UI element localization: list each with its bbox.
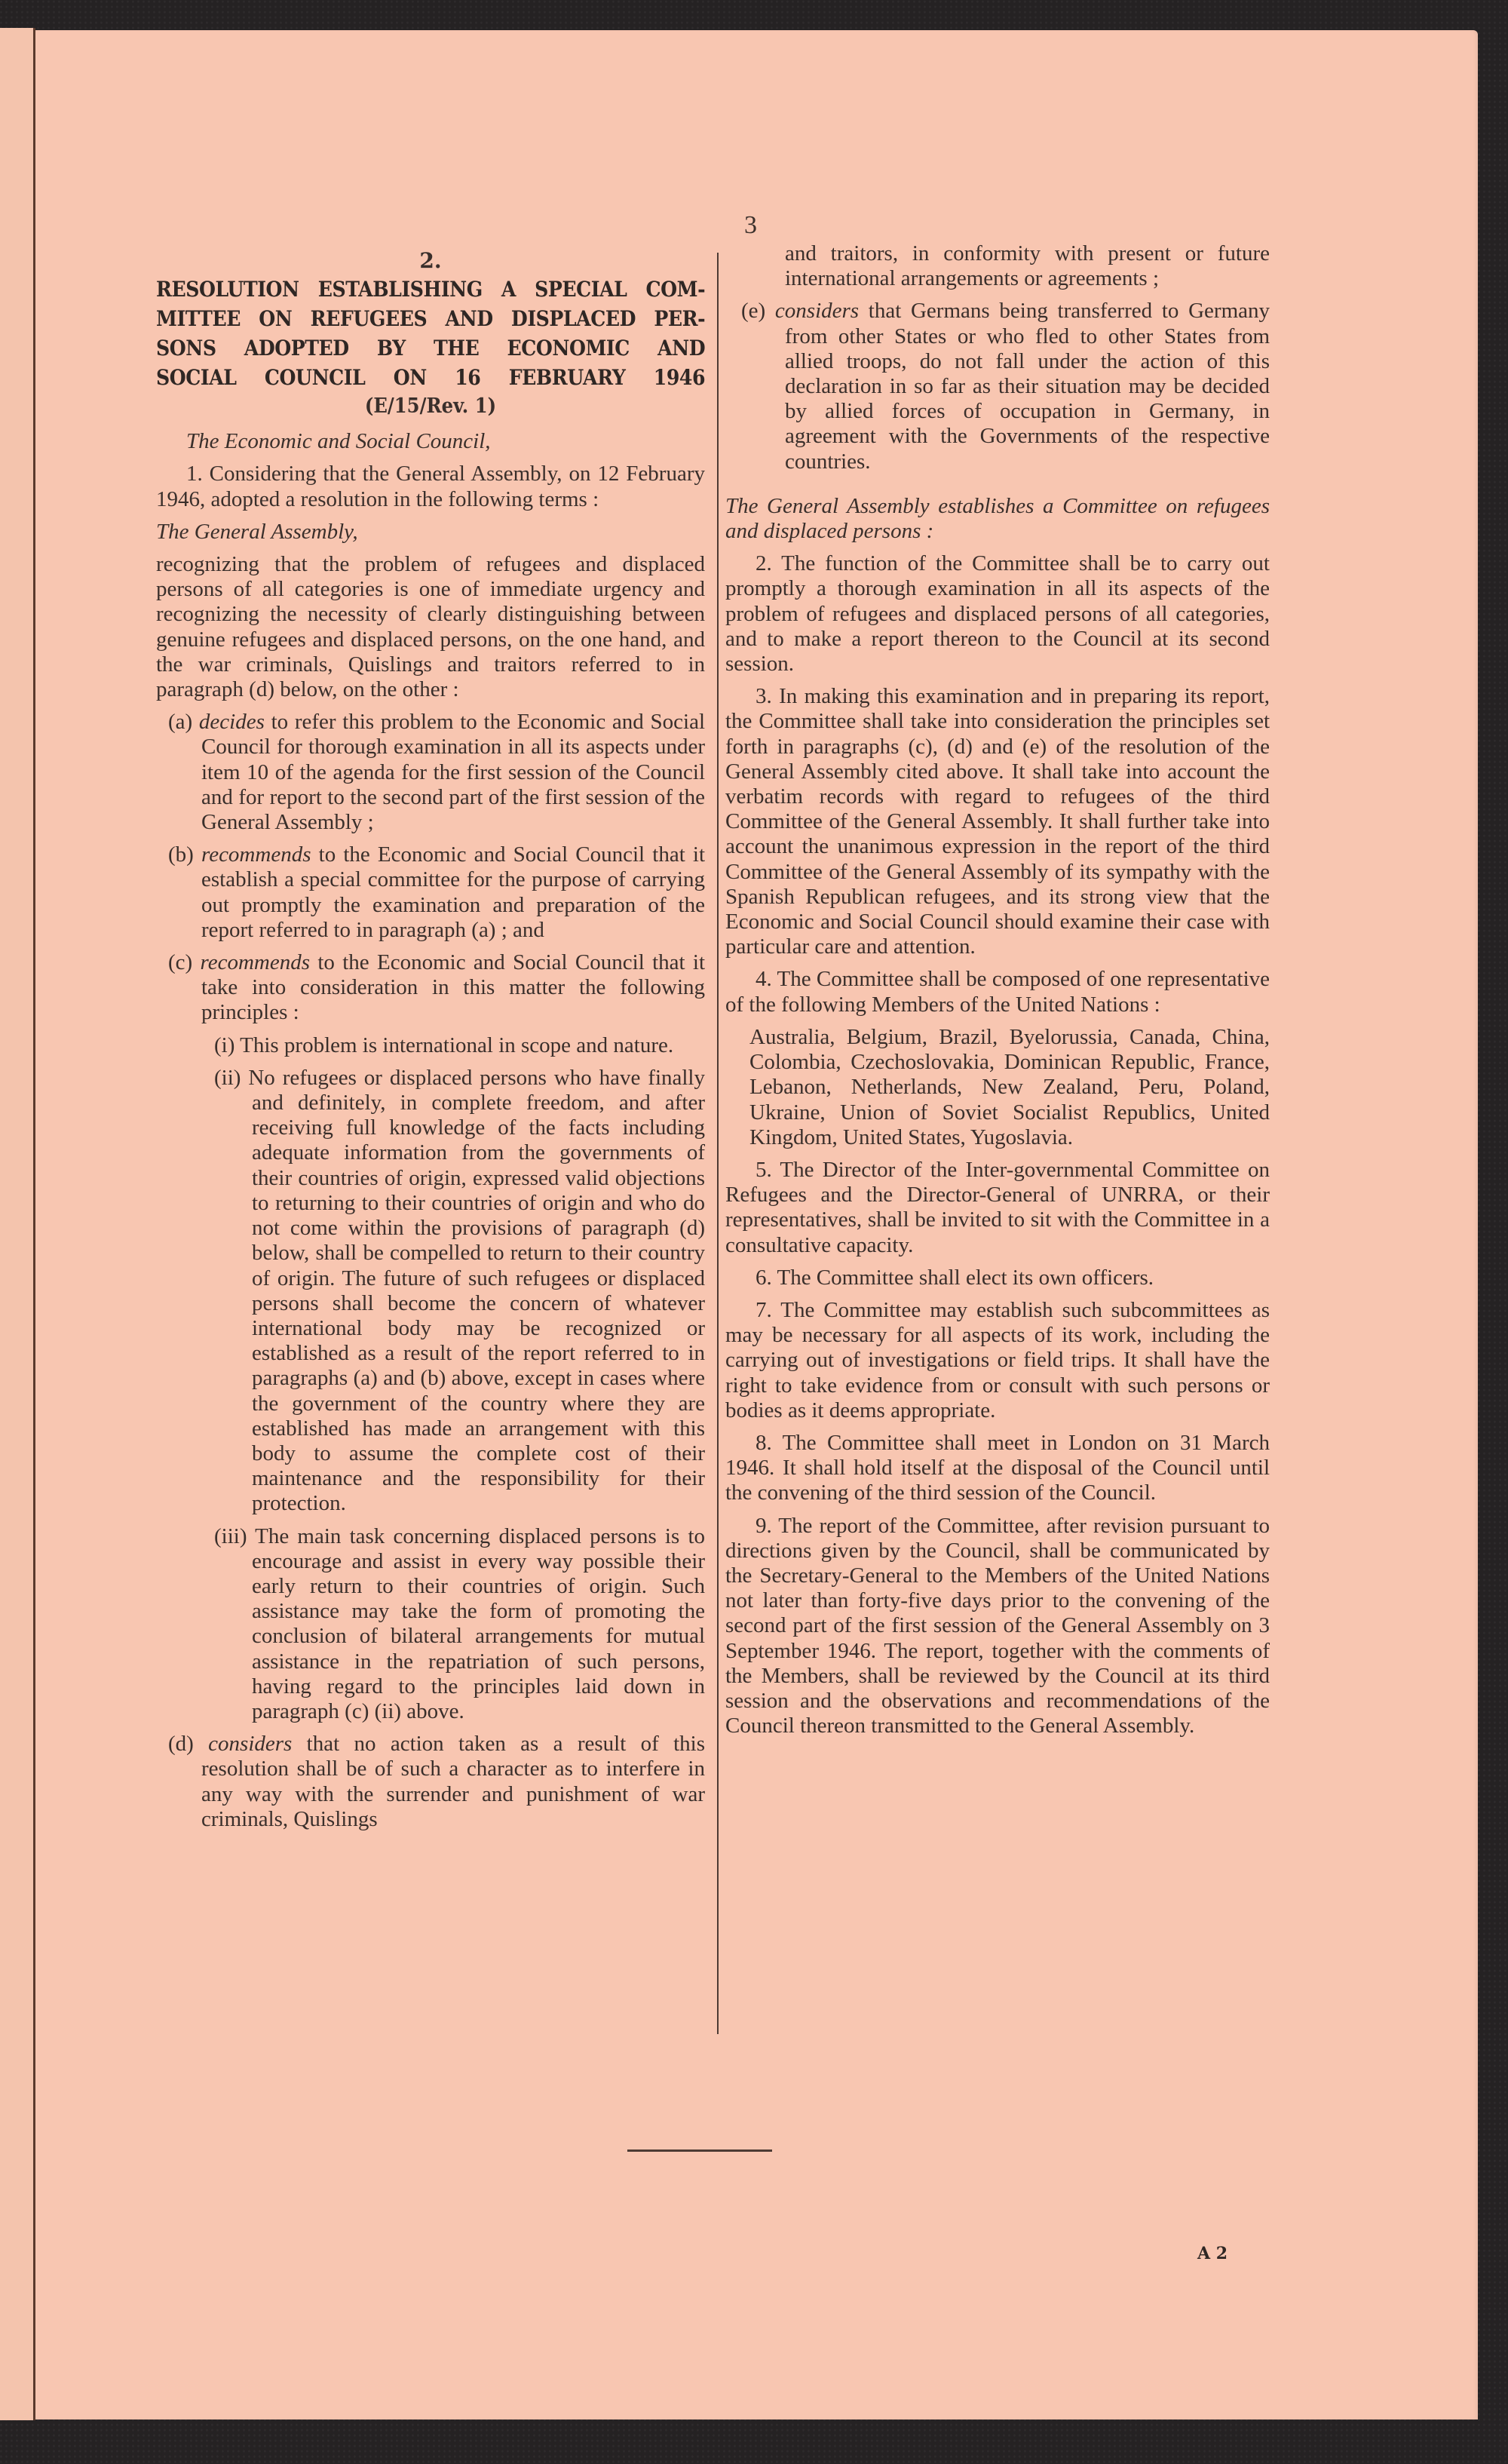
item-a <box>156 710 705 835</box>
principle-text: No refugees or displaced persons who have finally and definitely, in complete freedom, and after receiving full knowledge of the facts including adequate information from the governments of their countries of origin, expressed valid objections to returning to their countries of origin and who do not come within the provisions of paragraph (d) below, shall be compelled to return to their country of origin. The future of such refugees or displaced persons shall become the concern of whatever international body may be recognized or established as a result of the report referred to in paragraphs (a) and (b) above, except in cases where the government of the country where they are established has made an arrangement with this body to assume the complete cost of their maintenance and the responsibility for their protection. <box>241 1065 705 1516</box>
right-column <box>725 241 1270 1746</box>
column-separator <box>717 253 719 2034</box>
item-text: to the Economic and Social Council that it establish a special committee for the purpose of carrying out promptly the examination and preparation of the report referred to in paragraph (a) ; and <box>201 842 706 942</box>
paragraph-8: 8. The Committee shall meet in London on 31 March 1946. It shall hold itself at the disposal of the Council until the convening of the third session of the Council. <box>725 1430 1270 1505</box>
paragraph-2: 2. The function of the Committee shall be to carry out promptly a thorough examination in all its aspects of the problem of refugees and displaced persons of all categories, and to make a report thereon to the Council at its second session. <box>725 551 1270 677</box>
page-number: 3 <box>744 211 757 239</box>
item-d <box>156 1732 705 1832</box>
item-label: (b) <box>168 842 194 867</box>
item-label: (d) <box>168 1732 194 1757</box>
resolution-title <box>156 275 705 392</box>
principle-text: This problem is international in scope and nature. <box>234 1033 674 1057</box>
title-line: MITTEE ON REFUGEES AND DISPLACED PER- <box>156 306 706 331</box>
principle-text: The main task concerning displaced persons is to encourage and assist in every way possible their early return to their countries of origin. Such assistance may take the form of promoting the conclusion of bilateral arrangements for mutual assistance in the repatriation of such persons, having regard to the principles laid down in paragraph (c) (ii) above. <box>247 1524 705 1723</box>
principle-label: (i) <box>214 1033 235 1057</box>
item-e <box>725 299 1270 474</box>
title-line: SOCIAL COUNCIL ON 16 FEBRUARY 1946 <box>156 365 706 390</box>
document-reference: (E/15/Rev. 1) <box>364 394 497 418</box>
end-rule <box>627 2149 772 2152</box>
paragraph-3: 3. In making this examination and in preparing its report, the Committee shall take into consideration the principles set forth in paragraphs (c), (d) and (e) of the resolution of the General Assembly cited above. It shall take into account the verbatim records with regard to refugees of the third Committee of the General Assembly. It shall further take into account the unanimous expression in the report of the third Committee of the General Assembly of its sympathy with the Spanish Republican refugees, and its strong view that the Economic and Social Council should examine their case with particular care and attention. <box>725 684 1270 959</box>
principle-ii <box>156 1066 705 1517</box>
title-line: SONS ADOPTED BY THE ECONOMIC AND <box>156 336 706 361</box>
previous-page-edge <box>0 28 34 2420</box>
principle-iii <box>156 1524 705 1725</box>
item-label: (a) <box>168 710 193 735</box>
left-column <box>156 241 705 1840</box>
assembly-intro: The General Assembly, <box>156 519 358 544</box>
item-c <box>156 950 705 1026</box>
establishes-intro: The General Assembly establishes a Committee on refugees and displaced persons : <box>725 493 1270 544</box>
title-line: RESOLUTION ESTABLISHING A SPECIAL COM- <box>156 277 706 302</box>
item-b <box>156 842 705 943</box>
item-verb: recommends <box>201 842 311 867</box>
item-text: to refer this problem to the Economic and Social Council for thorough examination in all its aspects under item 10 of the agenda for the first session of the Council and for report to the second part of the first session of the General Assembly ; <box>201 710 706 835</box>
principle-label: (iii) <box>214 1524 247 1548</box>
resolution-number: 2. <box>419 248 442 273</box>
paragraph-4: 4. The Committee shall be composed of one representative of the following Members of the United Nations : <box>725 967 1270 1017</box>
recognizing-clause: recognizing that the problem of refugees and displaced persons of all categories is one of immediate urgency and recognizing the necessity of clearly distinguishing between genuine refugees and displaced persons, on the one hand, and the war criminals, Quislings and traitors referred to in paragraph (d) below, on the other : <box>156 552 705 702</box>
signature-mark: A 2 <box>1197 2244 1228 2263</box>
council-intro: The Economic and Social Council, <box>186 429 491 454</box>
item-verb: considers <box>774 299 860 324</box>
principle-label: (ii) <box>214 1065 241 1090</box>
item-verb: decides <box>198 710 265 735</box>
item-text: that no action taken as a result of this resolution shall be of such a character as to interfere in any way with the surrender and punishment of war criminals, Quislings <box>201 1732 705 1831</box>
paragraph-1: 1. Considering that the General Assembly, on 12 February 1946, adopted a resolution in the following terms : <box>156 462 705 511</box>
paragraph-9: 9. The report of the Committee, after revision pursuant to directions given by the Council, shall be communicated by the Secretary-General to the Members of the United Nations not later than forty-five days prior to the convening of the second part of the first session of the General Assembly on 3 September 1946. The report, together with the comments of the Members, shall be reviewed by the Council at its third session and the observations and recommendations of the Council thereon transmitted to the General Assembly. <box>725 1513 1270 1738</box>
item-d-continuation: and traitors, in conformity with present or future international arrangements or agreements ; <box>785 241 1270 291</box>
paragraph-6: 6. The Committee shall elect its own officers. <box>756 1265 1154 1290</box>
paragraph-5: 5. The Director of the Inter-governmental Committee on Refugees and the Director-General of UNRRA, or their representatives, shall be invited to sit with the Committee in a consultative capacity. <box>725 1157 1270 1257</box>
item-verb: considers <box>208 1732 293 1757</box>
item-verb: recommends <box>200 950 311 975</box>
item-label: (e) <box>741 299 766 324</box>
item-text: to the Economic and Social Council that it take into consideration in this matter the following principles : <box>201 950 706 1025</box>
member-states-list: Australia, Belgium, Brazil, Byelorussia, Canada, China, Colombia, Czechoslovakia, Dominican Republic, France, Lebanon, Netherlands, New Zealand, Peru, Poland, Ukraine, Union of Soviet Socialist Republics, United Kingdom, United States, Yugoslavia. <box>749 1024 1270 1149</box>
item-text: that Germans being transferred to Germany from other States or who fled to other States from allied troops, do not fall under the action of this declaration in so far as their situation may be decided by allied forces of occupation in Germany, in agreement with the Governments of the respective countries. <box>785 299 1270 474</box>
principle-i <box>156 1033 705 1058</box>
item-label: (c) <box>168 950 193 975</box>
paragraph-7: 7. The Committee may establish such subcommittees as may be necessary for all aspects of its work, including the carrying out of investigations or field trips. It shall have the right to take evidence from or consult with such persons or bodies as it deems appropriate. <box>725 1297 1270 1422</box>
